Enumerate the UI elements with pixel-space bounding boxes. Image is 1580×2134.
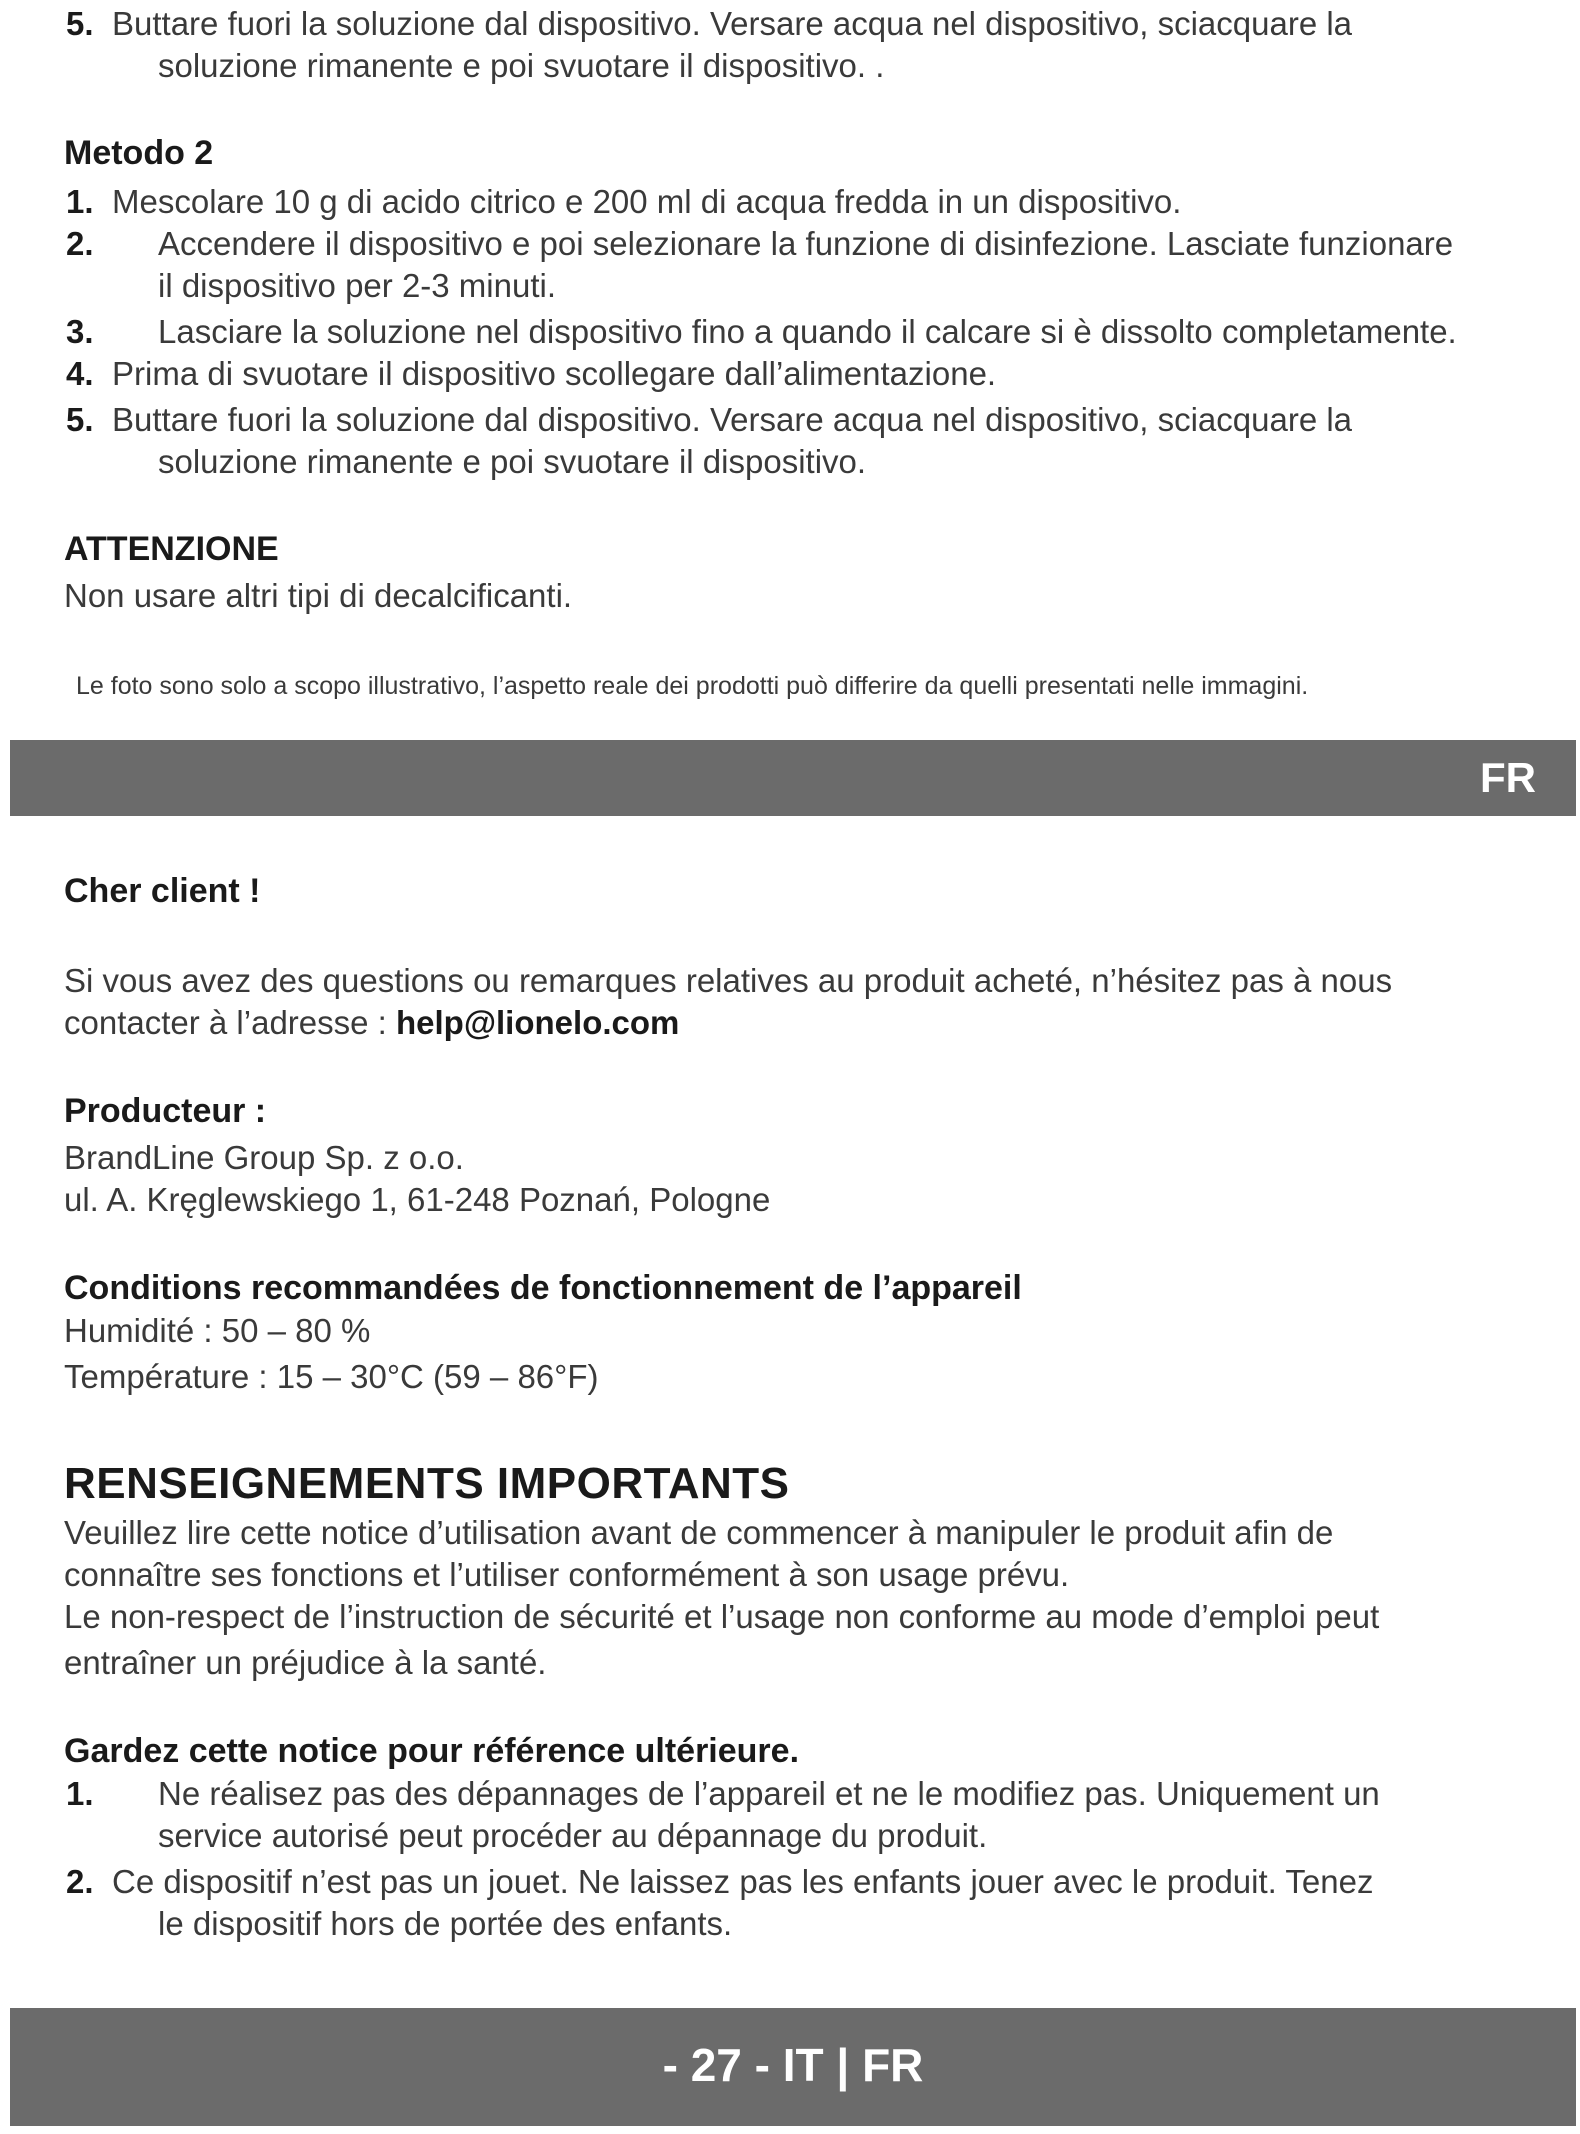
list-item-text: il dispositivo per 2-3 minuti. bbox=[158, 267, 556, 304]
list-item-text: soluzione rimanente e poi svuotare il dispositivo. bbox=[158, 443, 867, 480]
humidity-text: Humidité : 50 – 80 % bbox=[64, 1312, 371, 1349]
list-item-text: service autorisé peut procéder au dépannage du produit. bbox=[158, 1817, 988, 1854]
list-item-text: Buttare fuori la soluzione dal dispositivo. Versare acqua nel dispositivo, sciacquare la bbox=[112, 401, 1353, 438]
list-item-text: Accendere il dispositivo e poi selezionare la funzione di disinfezione. Lasciate funzionare bbox=[158, 225, 1454, 262]
list-number: 5. bbox=[66, 5, 94, 42]
list-number: 2. bbox=[66, 225, 94, 262]
important-text: connaître ses fonctions et l’utiliser conformément à son usage prévu. bbox=[64, 1556, 1070, 1593]
list-item-text: Mescolare 10 g di acido citrico e 200 ml di acqua fredda in un dispositivo. bbox=[112, 183, 1182, 220]
producer-name: BrandLine Group Sp. z o.o. bbox=[64, 1139, 464, 1176]
language-label: FR bbox=[1480, 754, 1536, 801]
keep-notice-heading: Gardez cette notice pour référence ultérieure. bbox=[64, 1732, 800, 1770]
page-number-label: - 27 - IT | FR bbox=[662, 2039, 924, 2091]
list-number: 2. bbox=[66, 1863, 94, 1900]
list-number: 1. bbox=[66, 183, 94, 220]
disclaimer-note: Le foto sono solo a scopo illustrativo, l’aspetto reale dei prodotti può differire da quelli presentati nelle immagini. bbox=[76, 672, 1309, 700]
warning-heading: ATTENZIONE bbox=[64, 530, 279, 568]
list-number: 4. bbox=[66, 355, 94, 392]
language-section-bar bbox=[10, 740, 1576, 816]
contact-text: Si vous avez des questions ou remarques relatives au produit acheté, n’hésitez pas à nous bbox=[64, 962, 1393, 999]
important-heading: RENSEIGNEMENTS IMPORTANTS bbox=[64, 1459, 790, 1508]
list-item-text: Buttare fuori la soluzione dal dispositivo. Versare acqua nel dispositivo, sciacquare la bbox=[112, 5, 1353, 42]
important-text: Le non-respect de l’instruction de sécurité et l’usage non conforme au mode d’emploi peut bbox=[64, 1598, 1380, 1635]
list-number: 3. bbox=[66, 313, 94, 350]
contact-text bbox=[64, 1003, 679, 1043]
list-item-text: soluzione rimanente e poi svuotare il dispositivo. . bbox=[158, 47, 885, 84]
conditions-heading: Conditions recommandées de fonctionnement de l’appareil bbox=[64, 1269, 1022, 1307]
footer-bar bbox=[10, 2008, 1576, 2126]
important-text: entraîner un préjudice à la santé. bbox=[64, 1644, 547, 1681]
producer-address: ul. A. Kręglewskiego 1, 61-248 Poznań, Pologne bbox=[64, 1181, 771, 1218]
list-number: 5. bbox=[66, 401, 94, 438]
contact-text-prefix: contacter à l’adresse : bbox=[64, 1004, 396, 1041]
list-item-text: Prima di svuotare il dispositivo scollegare dall’alimentazione. bbox=[112, 355, 997, 392]
list-number: 1. bbox=[66, 1775, 94, 1812]
list-item-text: le dispositif hors de portée des enfants. bbox=[158, 1905, 733, 1942]
section-heading: Metodo 2 bbox=[64, 134, 214, 172]
list-item-text: Ce dispositif n’est pas un jouet. Ne laissez pas les enfants jouer avec le produit. Tenez bbox=[112, 1863, 1374, 1900]
temperature-text: Température : 15 – 30°C (59 – 86°F) bbox=[64, 1358, 599, 1395]
important-text: Veuillez lire cette notice d’utilisation avant de commencer à manipuler le produit afin de bbox=[64, 1514, 1334, 1551]
list-item-text: Lasciare la soluzione nel dispositivo fino a quando il calcare si è dissolto completamente. bbox=[158, 313, 1457, 350]
warning-text: Non usare altri tipi di decalcificanti. bbox=[64, 577, 573, 614]
contact-email-link[interactable]: help@lionelo.com bbox=[396, 1004, 680, 1041]
producer-heading: Producteur : bbox=[64, 1092, 267, 1130]
greeting-heading: Cher client ! bbox=[64, 872, 261, 910]
list-item-text: Ne réalisez pas des dépannages de l’appareil et ne le modifiez pas. Uniquement un bbox=[158, 1775, 1380, 1812]
